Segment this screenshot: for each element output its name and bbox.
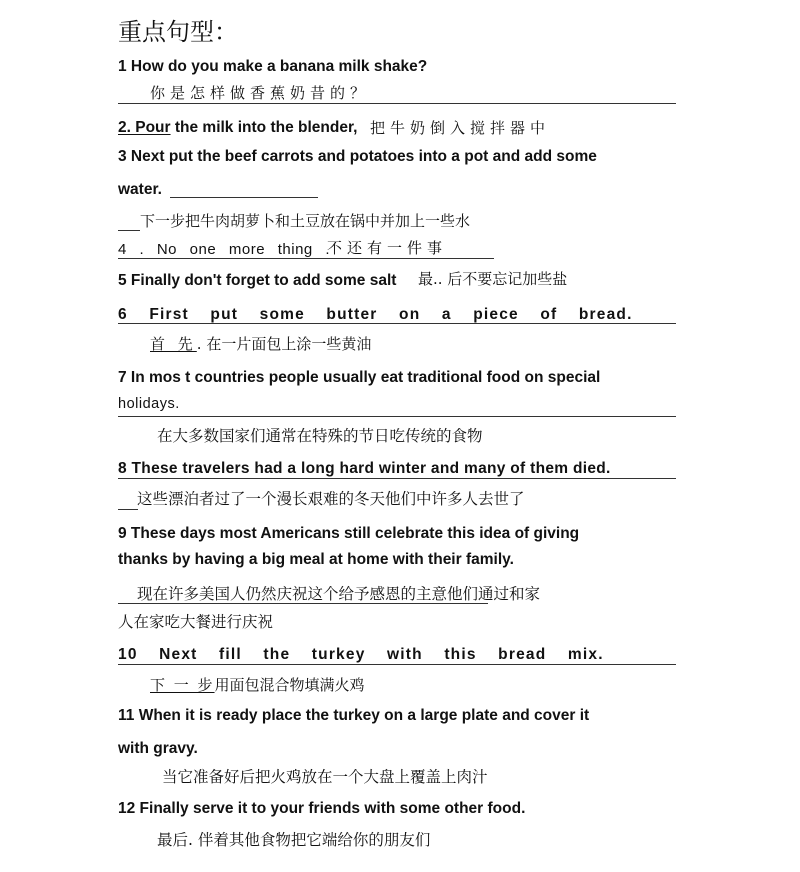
sentence-6-en: 6 First put some butter on a piece of bread.: [118, 306, 633, 323]
sentence-7-cn: 在大多数国家们通常在特殊的节日吃传统的食物: [157, 427, 483, 445]
sentence-2-cn: 把牛奶倒入搅拌器中: [370, 119, 551, 137]
sentence-8-en: 8 These travelers had a long hard winter and many of them died.: [118, 460, 611, 477]
divider-line: [118, 603, 488, 604]
sentence-9-en-line1: 9 These days most Americans still celebrate this idea of giving: [118, 525, 580, 542]
divider-line: [118, 416, 676, 417]
sentence-1-en: 1 How do you make a banana milk shake?: [118, 58, 428, 75]
divider-line: [118, 664, 676, 665]
sentence-9-cn-line1: 现在许多美国人仍然庆祝这个给予感恩的主意他们通过和家: [137, 585, 541, 603]
sentence-10-cn-rest: 用面包混合物填满火鸡: [214, 676, 365, 694]
sentence-3-cn: 下一步把牛肉胡萝卜和土豆放在锅中并加上一些水: [140, 212, 471, 230]
page-title: 重点句型：: [118, 18, 238, 46]
sentence-10-cn: [118, 678, 365, 693]
sentence-11-en-line1: 11 When it is ready place the turkey on a large plate and cover it: [118, 707, 590, 724]
sentence-11-cn: 当它准备好后把火鸡放在一个大盘上覆盖上肉汁: [162, 768, 488, 786]
sentence-2-en: [118, 120, 357, 136]
divider-line: [118, 478, 676, 479]
sentence-1-cn: 你是怎样做香蕉奶昔的？: [150, 84, 371, 102]
sentence-4-cn: 不还有一件事: [327, 239, 448, 257]
sentence-6-cn-first: 首 先: [150, 335, 197, 353]
sentence-9-cn-line2: 人在家吃大餐进行庆祝: [118, 613, 274, 631]
divider-line: [118, 103, 676, 104]
sentence-10-en: 10 Next fill the turkey with this bread mix.: [118, 646, 604, 663]
sentence-12-cn: 最后. 伴着其他食物把它端给你的朋友们: [157, 831, 431, 849]
answer-line: [170, 197, 318, 198]
sentence-2-text: the milk into the blender,: [170, 119, 358, 136]
sentence-10-cn-first: 下 一 步: [150, 676, 215, 694]
sentence-2-number: 2. Pour: [118, 119, 171, 136]
sentence-5-cn: 最.. 后不要忘记加些盐: [418, 270, 568, 288]
sentence-7-en-line1: 7 In mos t countries people usually eat traditional food on special: [118, 369, 601, 386]
sentence-9-en-line2: thanks by having a big meal at home with their family.: [118, 551, 514, 568]
sentence-4-en: 4 . No one more thing .: [118, 241, 331, 258]
divider-line: [118, 230, 140, 231]
divider-line: [118, 323, 676, 324]
sentence-3-en-line1: 3 Next put the beef carrots and potatoes into a pot and add some: [118, 148, 597, 165]
sentence-6-cn: [118, 337, 371, 352]
sentence-6-cn-rest: . 在一片面包上涂一些黄油: [196, 335, 372, 353]
divider-line: [118, 258, 494, 259]
sentence-12-en: 12 Finally serve it to your friends with some other food.: [118, 800, 526, 817]
sentence-3-en-line2: water.: [118, 181, 162, 198]
sentence-11-en-line2: with gravy.: [118, 740, 198, 757]
sentence-5-en: 5 Finally don't forget to add some salt: [118, 272, 397, 289]
divider-line: [118, 509, 138, 510]
sentence-8-cn: 这些漂泊者过了一个漫长艰难的冬天他们中许多人去世了: [137, 490, 525, 508]
sentence-7-en-line2: holidays.: [118, 396, 180, 412]
